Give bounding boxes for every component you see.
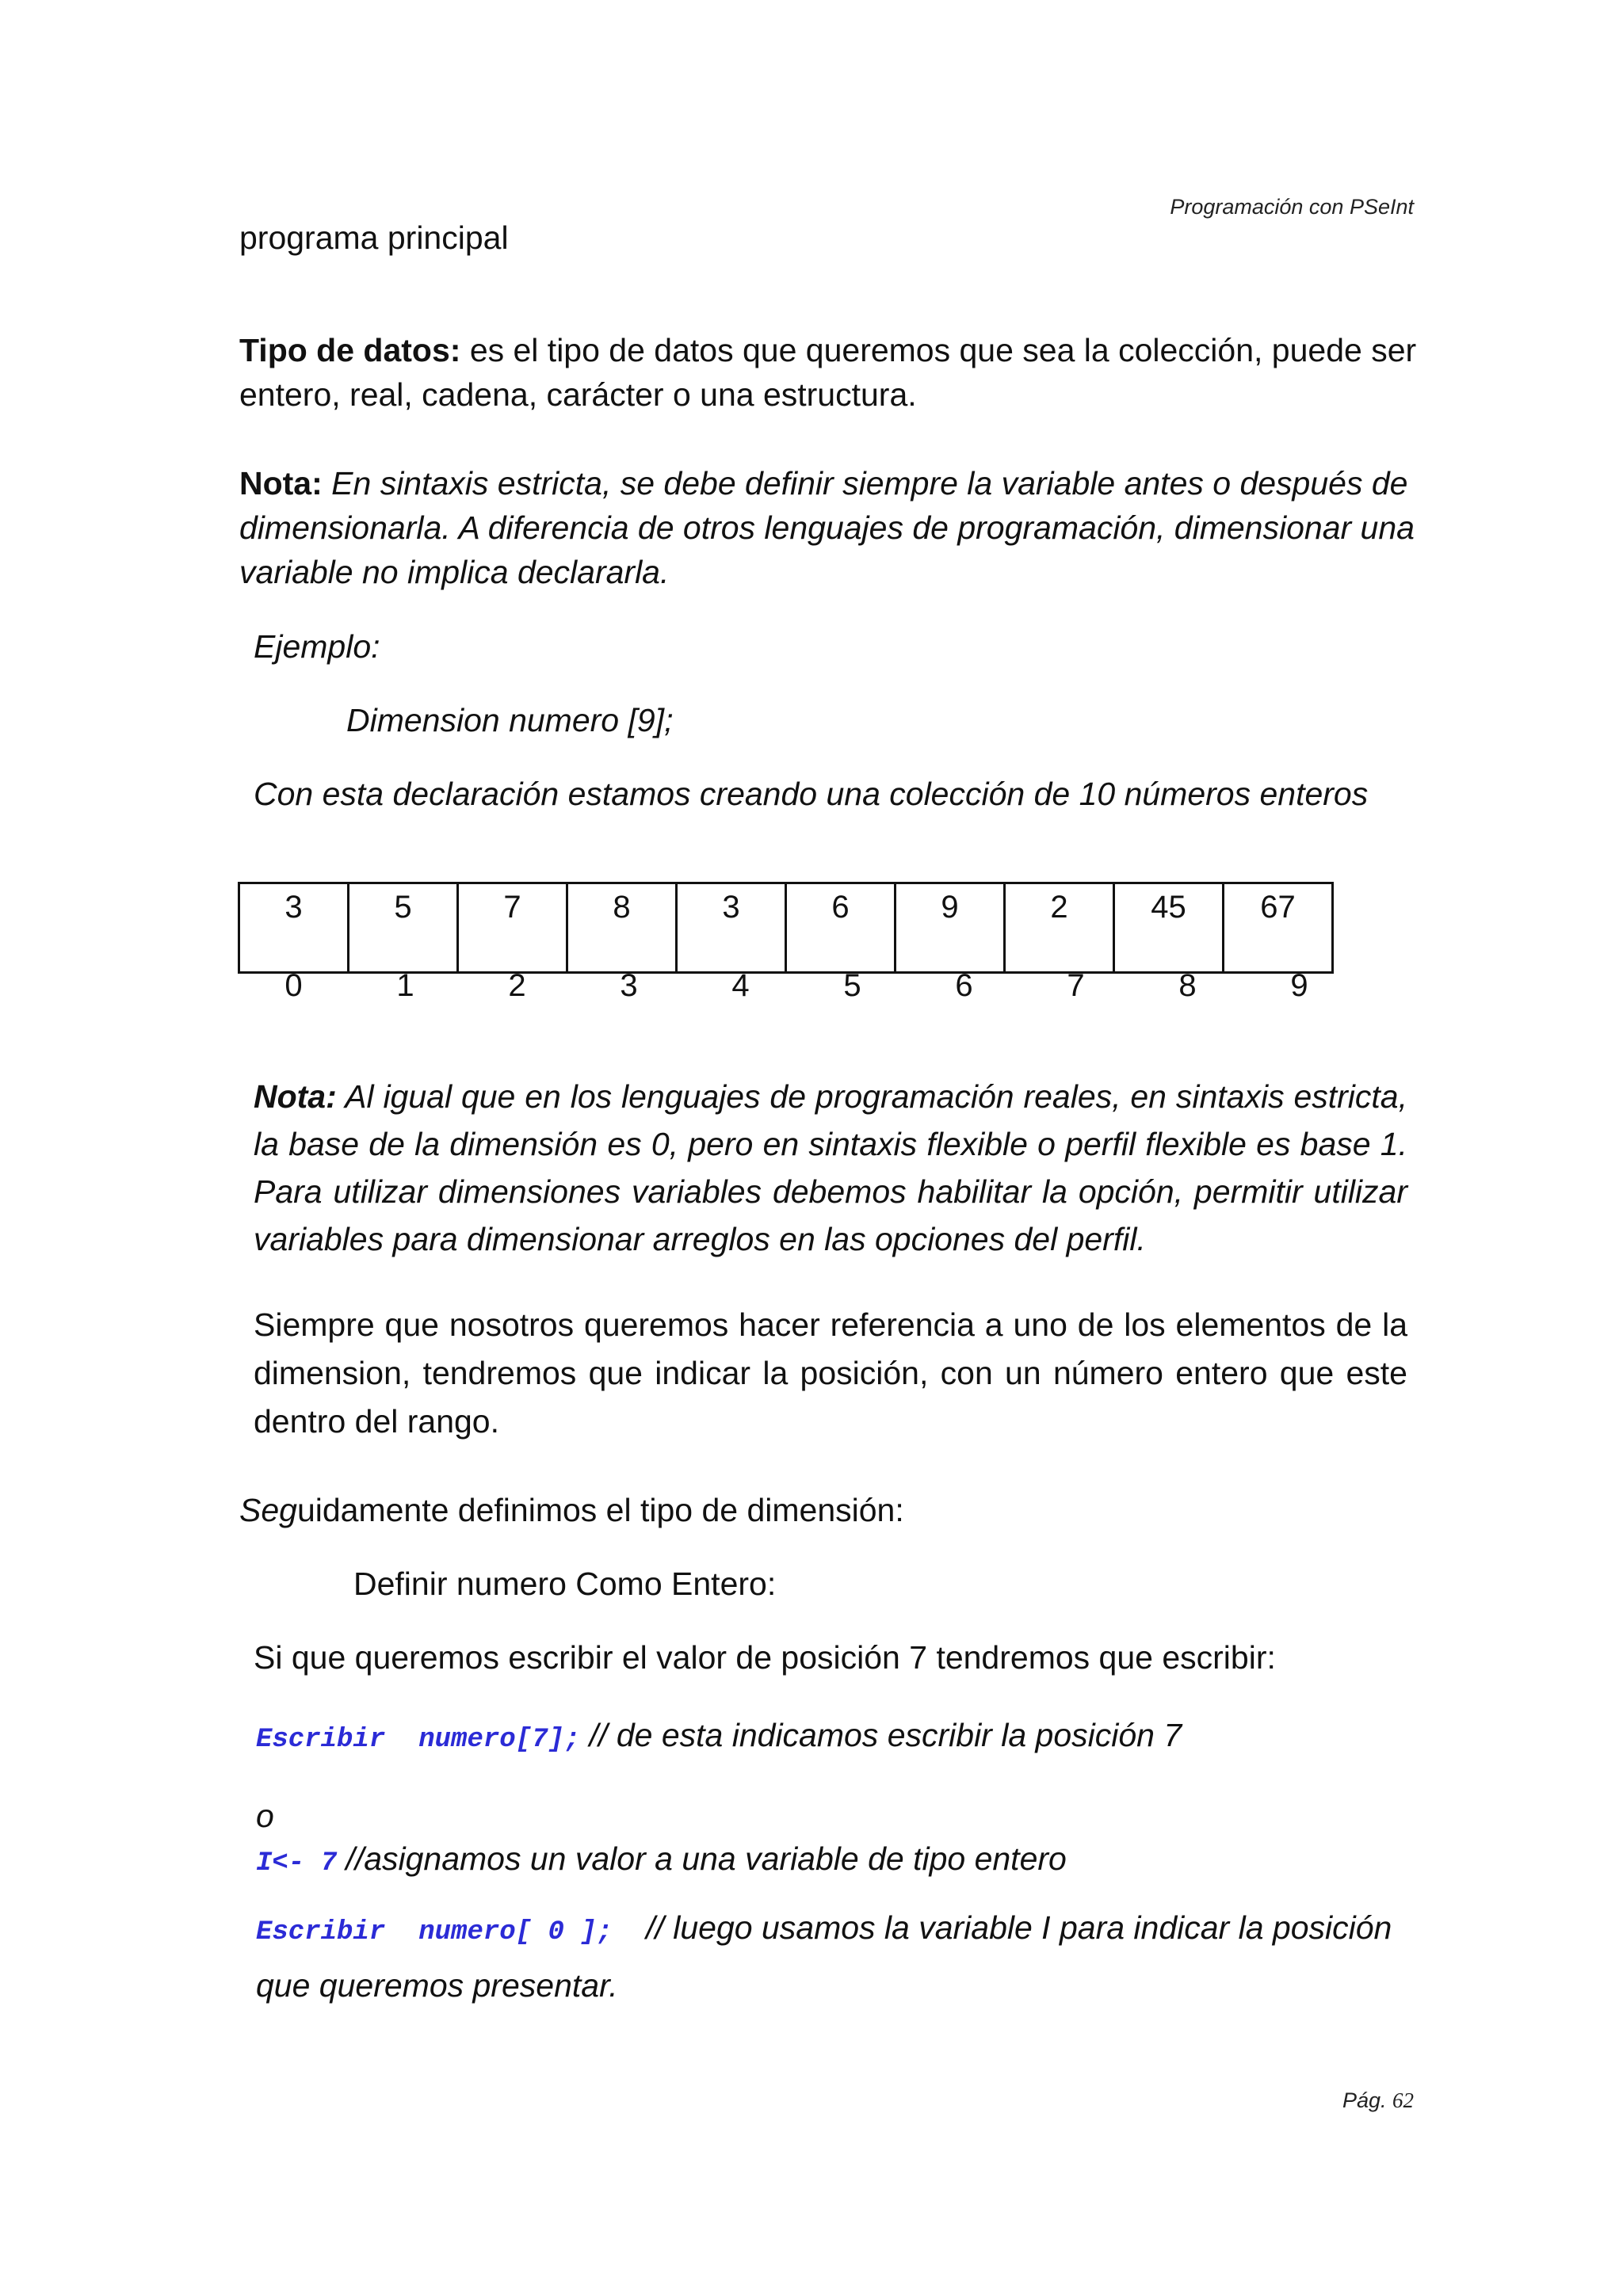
array-index: 1 bbox=[396, 968, 414, 1003]
or-line: o bbox=[256, 1798, 274, 1834]
code-comment-3: // luego usamos la variable I para indicar la posición bbox=[646, 1909, 1392, 1946]
code-comment-1: // de esta indicamos escribir la posición 7 bbox=[580, 1717, 1182, 1753]
array-index: 8 bbox=[1178, 968, 1197, 1003]
seguidamente-italic: Seg bbox=[239, 1492, 297, 1528]
array-index: 5 bbox=[843, 968, 861, 1003]
seguidamente-rest: uidamente definimos el tipo de dimensión: bbox=[296, 1492, 904, 1528]
array-cell: 45 bbox=[1114, 883, 1224, 973]
array-index: 9 bbox=[1290, 968, 1308, 1003]
page-label: Pág. bbox=[1342, 2088, 1387, 2112]
array-index: 4 bbox=[731, 968, 750, 1003]
ejemplo-description: Con esta declaración estamos creando una colección de 10 números enteros bbox=[254, 776, 1369, 812]
array-cell: 5 bbox=[349, 883, 458, 973]
tipo-datos-label: Tipo de datos: bbox=[239, 332, 461, 368]
array-index: 6 bbox=[955, 968, 973, 1003]
array-cell: 8 bbox=[567, 883, 677, 973]
tipo-datos-line2: entero, real, cadena, carácter o una estructura. bbox=[239, 376, 917, 413]
array-cell: 2 bbox=[1005, 883, 1114, 973]
code-assign: I<- 7 bbox=[256, 1848, 338, 1878]
nota2-line1 bbox=[254, 1078, 1407, 1115]
array-cell: 9 bbox=[896, 883, 1005, 973]
ejemplo-code: Dimension numero [9]; bbox=[346, 702, 674, 738]
intro-fragment: programa principal bbox=[239, 219, 509, 256]
array-index: 2 bbox=[508, 968, 526, 1003]
nota1-line1 bbox=[239, 467, 1407, 500]
nota2-label: Nota: bbox=[254, 1078, 337, 1115]
array-cell: 3 bbox=[239, 883, 349, 973]
code-escribir-3: Escribir bbox=[256, 1917, 386, 1947]
si-queremos-line: Si que queremos escribir el valor de posición 7 tendremos que escribir: bbox=[254, 1639, 1276, 1676]
nota1-line2: dimensionarla. A diferencia de otros lenguajes de programación, dimensionar una bbox=[239, 509, 1415, 546]
array-cell: 3 bbox=[677, 883, 786, 973]
code-line-3 bbox=[256, 1909, 1392, 1947]
code-numero-7: numero[7]; bbox=[418, 1725, 581, 1755]
array-cell: 7 bbox=[458, 883, 567, 973]
array-index: 0 bbox=[285, 968, 303, 1003]
code-comment-3-cont: que queremos presentar. bbox=[256, 1967, 618, 2004]
array-values-table bbox=[238, 882, 1334, 974]
array-index: 7 bbox=[1067, 968, 1085, 1003]
nota1-text1: En sintaxis estricta, se debe definir siempre la variable antes o después de bbox=[322, 465, 1408, 502]
nota2-line2: la base de la dimensión es 0, pero en sintaxis flexible o perfil flexible es base 1. bbox=[254, 1126, 1407, 1162]
ejemplo-label: Ejemplo: bbox=[254, 628, 380, 665]
code-line-1 bbox=[256, 1719, 1182, 1755]
array-index: 3 bbox=[620, 968, 638, 1003]
page-number bbox=[1342, 2088, 1414, 2113]
nota2-text1: Al igual que en los lenguajes de programación reales, en sintaxis estricta, bbox=[336, 1078, 1407, 1115]
running-header: Programación con PSeInt bbox=[1170, 195, 1414, 219]
nota2-line3: Para utilizar dimensiones variables debemos habilitar la opción, permitir utilizar bbox=[254, 1173, 1407, 1210]
array-values-row bbox=[239, 883, 1333, 973]
code-comment-2: //asignamos un valor a una variable de tipo entero bbox=[337, 1840, 1067, 1877]
definir-line: Definir numero Como Entero: bbox=[353, 1566, 777, 1602]
array-indices-row bbox=[238, 968, 1355, 1004]
code-numero-0: numero[ 0 ]; bbox=[418, 1917, 613, 1947]
code-escribir-1: Escribir bbox=[256, 1725, 386, 1755]
nota2-line4: variables para dimensionar arreglos en las opciones del perfil. bbox=[254, 1221, 1146, 1257]
array-cell: 67 bbox=[1224, 883, 1333, 973]
siempre-line1: Siempre que nosotros queremos hacer referencia a uno de los elementos de la bbox=[254, 1306, 1407, 1343]
tipo-datos-line1 bbox=[239, 334, 1416, 367]
seguidamente-line bbox=[239, 1494, 904, 1527]
array-cell: 6 bbox=[786, 883, 896, 973]
nota1-label: Nota: bbox=[239, 465, 323, 502]
siempre-line2: dimension, tendremos que indicar la posición, con un número entero que este bbox=[254, 1355, 1407, 1391]
tipo-datos-text1: es el tipo de datos que queremos que sea la colección, puede ser bbox=[460, 332, 1417, 368]
siempre-line3: dentro del rango. bbox=[254, 1403, 500, 1440]
code-line-2 bbox=[256, 1840, 1067, 1878]
page-number-value: 62 bbox=[1392, 2088, 1414, 2112]
nota1-line3: variable no implica declararla. bbox=[239, 554, 670, 590]
